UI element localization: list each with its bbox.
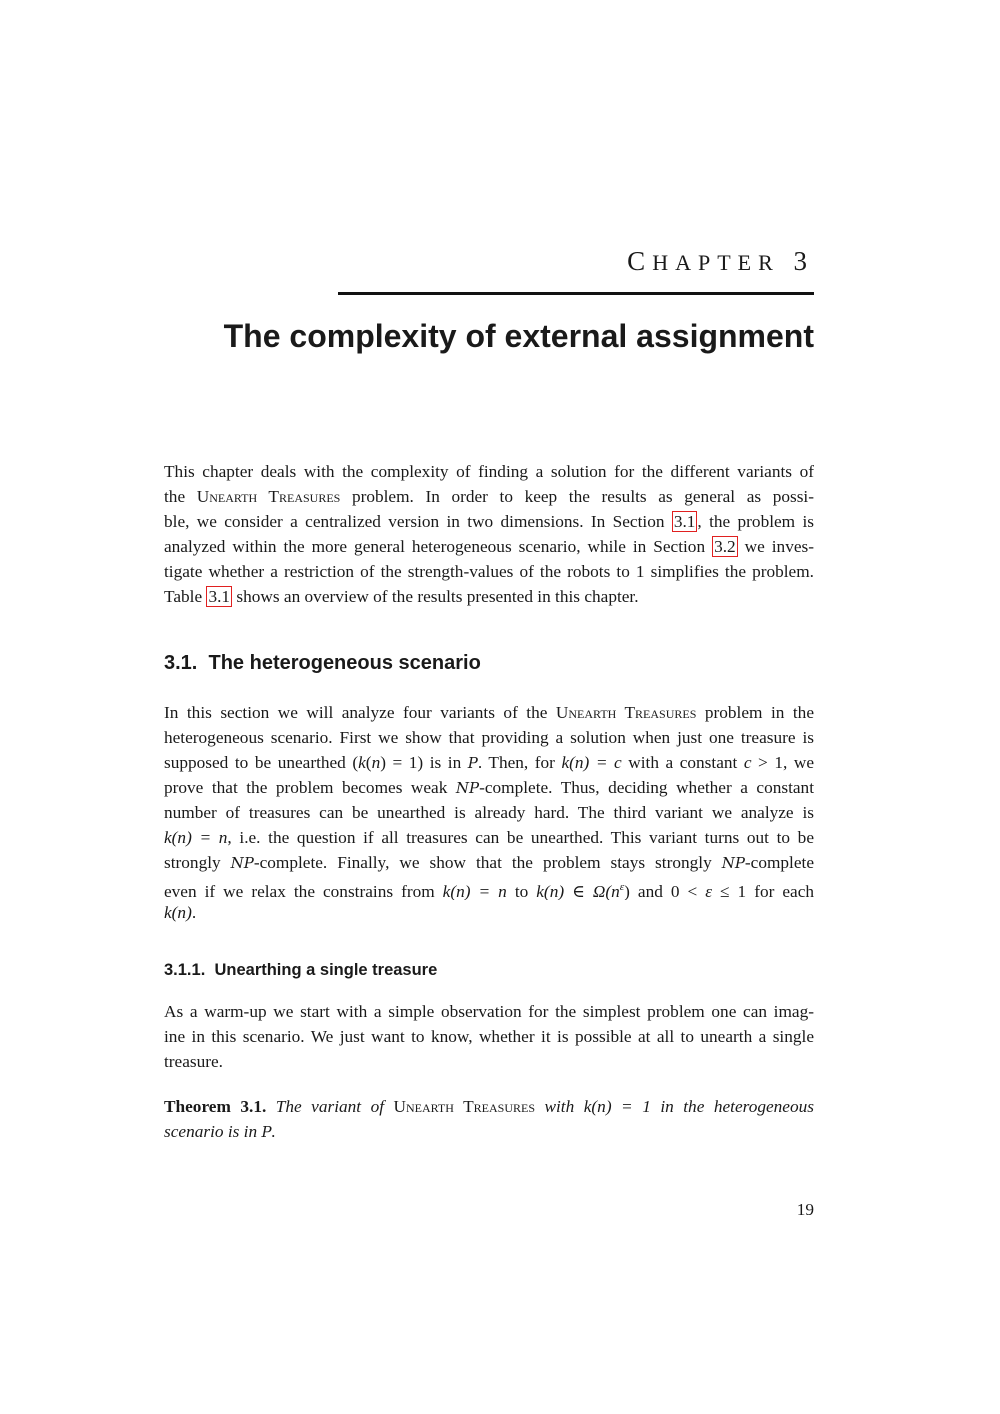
subsection-heading	[164, 961, 437, 980]
section-ref-link[interactable]: 3.1	[673, 512, 696, 531]
section-number: 3.1.	[164, 652, 198, 674]
intro-line: the Unearth Treasures problem. In order to keep the results as general as possi-	[164, 487, 814, 506]
intro-line: ble, we consider a centralized version in two dimensions. In Section 3.1 , the problem is	[164, 512, 814, 531]
section-ref-link[interactable]: 3.2	[714, 537, 736, 556]
page-number: 19	[796, 1200, 814, 1219]
chapter-rule	[338, 292, 814, 295]
intro-line: This chapter deals with the complexity of finding a solution for the different variants of	[164, 462, 814, 481]
section-paragraph: In this section we will analyze four variants of the Unearth Treasures problem in the heterogeneous scenario. First we show that providing a solution when just one treasure is supposed to be unearthed (k(n) = 1) is in P. Then, for k(n) = c with a constant c > 1, we prove that the problem becomes weak NP-complete. Thus, deciding whether a constant number of treasures can be unearthed is already hard. The third variant we analyze is k(n) = n, i.e. the question if all treasures can be unearthed. This variant turns out to be strongly NP-complete. Finally, we show that the problem stays strongly NP-complete even if we relax the constrains from k(n) = n to k(n) ∈ $\Omega(n^\varepsilon)$ and 0 < ε ≤ 1 for each k(n).	[164, 703, 814, 922]
chapter-title: The complexity of external assignment	[223, 318, 814, 354]
chapter-number: 3	[793, 246, 814, 276]
section-title: The heterogeneous scenario	[208, 652, 481, 674]
subsection-number: 3.1.1.	[164, 961, 206, 979]
intro-line: tigate whether a restriction of the strength-values of the robots to 1 simplifies the problem.	[164, 562, 814, 581]
intro-line: analyzed within the more general heterogeneous scenario, while in Section 3.2 we inves-	[164, 537, 814, 556]
subsection-title: Unearthing a single treasure	[214, 961, 438, 979]
intro-line: Table 3.1 shows an overview of the results presented in this chapter.	[164, 587, 639, 606]
intro-paragraph	[164, 459, 814, 609]
section-heading	[164, 652, 481, 675]
chapter-label: CHAPTER 3	[627, 246, 814, 276]
subsection-paragraph: As a warm-up we start with a simple observation for the simplest problem one can imag- ine in this scenario. We just want to know, whether it is possible at all to unearth a single treasure.	[164, 1002, 814, 1071]
theorem: Theorem 3.1. The variant of Unearth Treasures with k(n) = 1 in the heterogeneous scenario is in P.	[164, 1097, 814, 1141]
table-ref-link[interactable]: 3.1	[208, 587, 231, 606]
theorem-label: Theorem 3.1.	[164, 1097, 267, 1116]
